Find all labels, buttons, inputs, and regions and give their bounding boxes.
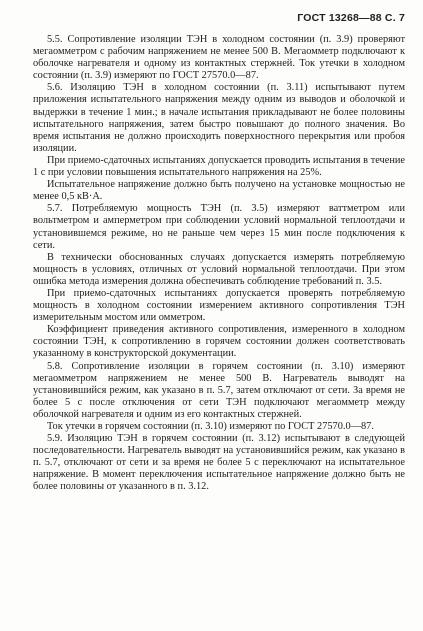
paragraph-5-8: 5.8. Сопротивление изоляции в горячем состоянии (п. 3.10) измеряют мегаомметром напряжением не менее 500 В. Нагреватель выводят на установившийся режим, как указано в п. 5.7, затем отключают от сети. За время не более 5 с после отключения от сети ТЭН подключают мегаомметр между оболочкой нагревателя и одним из его контактных стержней. bbox=[33, 360, 405, 420]
paragraph-leakage-current: Ток утечки в горячем состоянии (п. 3.10) измеряют по ГОСТ 27570.0—87. bbox=[47, 421, 374, 432]
paragraph-acceptance-test: При приемо-сдаточных испытаниях допускается проводить испытания в течение 1 с при условии повышения испытательного напряжения на 25%. bbox=[33, 154, 405, 179]
paragraph-test-voltage: Испытательное напряжение должно быть получено на установке мощностью не менее 0,5 кВ·А. bbox=[33, 179, 405, 203]
paragraph-power-measurement: В технически обоснованных случаях допускается измерять потребляемую мощность в условиях, отличных от условий нормальной теплоотдачи. При этом ошибка метода измерения должна обеспечивать соблюдение требований п. 3.5. bbox=[33, 251, 405, 287]
paragraph-5-6: 5.6. Изоляцию ТЭН в холодном состоянии (п. 3.11) испытывают путем приложения испытательного напряжения между одним из выводов и оболочкой и выдержки в течение 1 мин.; в начале испытания прикладывают не более половины испытательного напряжения, затем быстро повышают до полного значения. Во время испытания не должно происходить поверхностного перекрытия или пробоя изоляции. bbox=[33, 82, 405, 154]
paragraph-coefficient: Коэффициент приведения активного сопротивления, измеренного в холодном состоянии ТЭН, к сопротивлению в горячем состоянии должен соответствовать указанному в конструкторской документации. bbox=[33, 324, 405, 360]
paragraph-5-9: 5.9. Изоляцию ТЭН в горячем состоянии (п. 3.12) испытывают в следующей последовательности. Нагреватель выводят на установившийся режим, как указано в п. 5.7, отключают от сети и за время не более 5 с переключают на испытательное напряжение. В момент переключения испытательное напряжение должно быть не более половины от указанного в п. 3.12. bbox=[33, 433, 405, 493]
paragraph-cold-resistance: При приемо-сдаточных испытаниях допускается проверять потребляемую мощность в холодном состоянии измерением активного сопротивления ТЭН измерительным мостом или омметром. bbox=[33, 287, 405, 324]
document-body bbox=[33, 34, 405, 494]
paragraph-5-7: 5.7. Потребляемую мощность ТЭН (п. 3.5) измеряют ваттметром или вольтметром и амперметром при соблюдении условий нормальной теплоотдачи и установившемся режиме, но не раньше чем через 15 мин после подключения к сети. bbox=[33, 203, 405, 251]
page-header: ГОСТ 13268—88 С. 7 bbox=[297, 12, 405, 24]
paragraph-5-5: 5.5. Сопротивление изоляции ТЭН в холодном состоянии (п. 3.9) проверяют мегаомметром с рабочим напряжением не менее 500 В. Мегаомметр подключают к оболочке нагревателя и одному из контактных стержней. Ток утечки в холодном состоянии (п. 3.9) измеряют по ГОСТ 27570.0—87. bbox=[33, 34, 405, 82]
